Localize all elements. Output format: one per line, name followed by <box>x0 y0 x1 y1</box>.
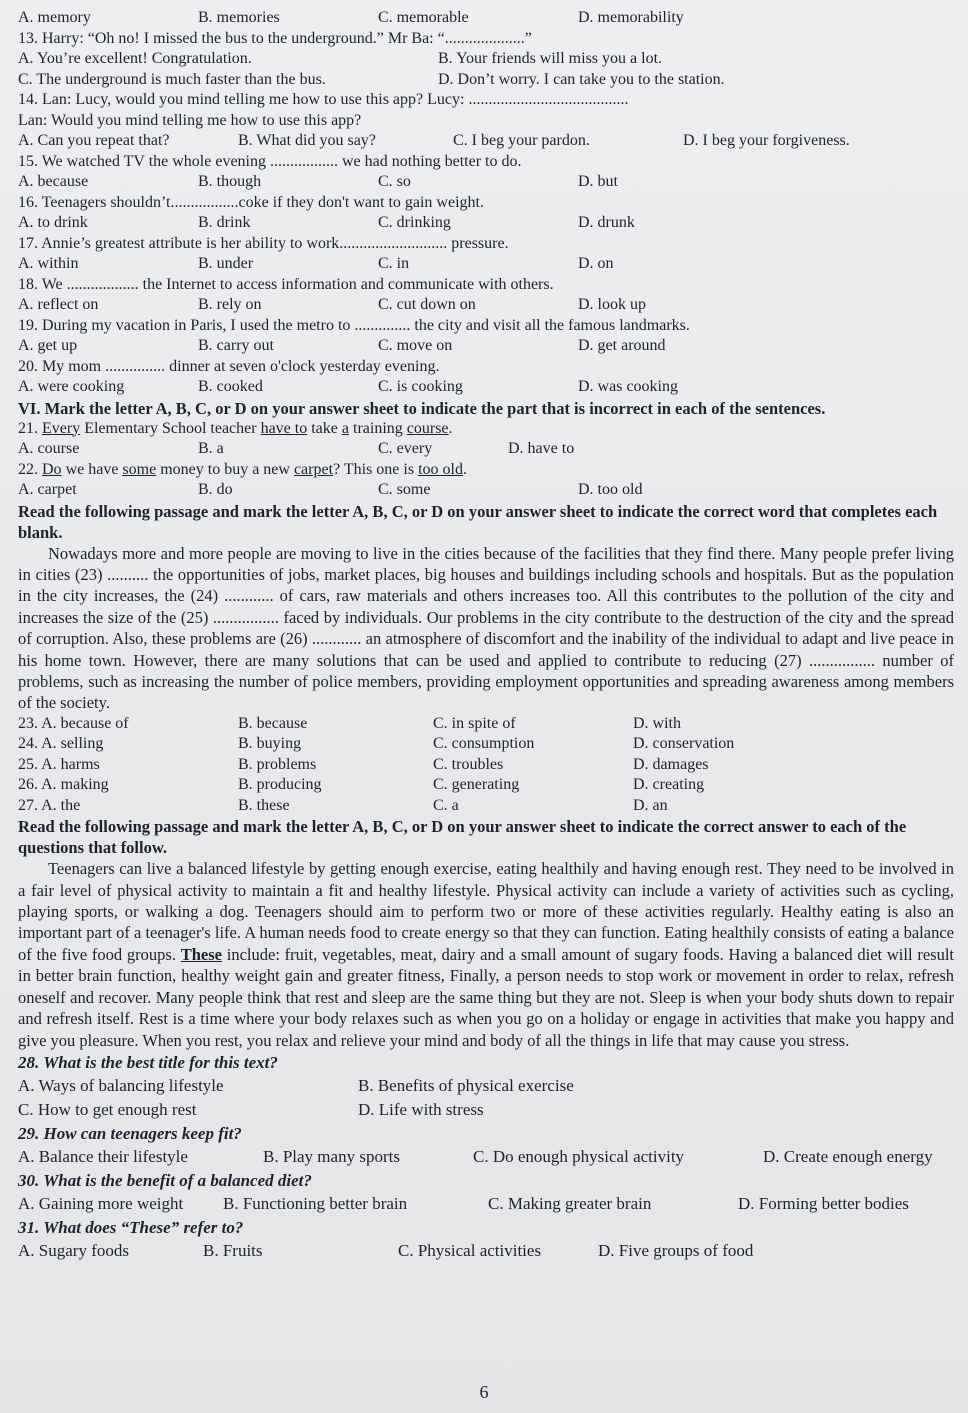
option: D. drunk <box>578 214 635 231</box>
option: B. under <box>198 255 254 272</box>
question-21 <box>18 419 954 440</box>
option: C. so <box>378 173 411 190</box>
option: C. move on <box>378 337 453 354</box>
option: C. in <box>378 255 410 272</box>
option: B. buying <box>238 735 302 753</box>
option: 25. A. harms <box>18 755 100 773</box>
option: 24. A. selling <box>18 735 104 753</box>
option: D. Create enough energy <box>763 1146 933 1166</box>
option: B. Play many sports <box>263 1146 400 1166</box>
option: A. memory <box>18 9 91 26</box>
option: C. some <box>378 481 431 498</box>
option: C. I beg your pardon. <box>453 132 590 149</box>
q31-options <box>18 1239 954 1263</box>
option: C. is cooking <box>378 378 463 395</box>
underlined-part: course <box>406 419 449 437</box>
option: D. I beg your forgiveness. <box>683 132 850 149</box>
q-number: 21. <box>18 419 42 437</box>
question-14: 14. Lan: Lucy, would you mind telling me how to use this app? Lucy: ........................................ <box>18 91 629 108</box>
passage-1-text: Nowadays more and more people are moving to live in the cities because of the facilities that they find there. Many people prefer living in cities (23) .......... the opportunities of jobs, market places, big houses and buildings including schools and hospitals. But as the population in the city increases, the (24) ............ of cars, raw materials and others increases too. All this contributes to the pollution of the city and increases the size of the (25) ................ faced by individuals. Our problems in the city contribute to the destruction of the city and the spread of corruption. Also, these problems are (26) ............ an atmosphere of discomfort and the inability of the individual to adapt and live peace in his home town. However, there are many solutions that can be used and applied to contribute to reducing (27) ................ number of problems, such as increasing the number of police members, providing employment opportunities and spreading awareness among members of the society. <box>18 543 954 713</box>
option: C. in spite of <box>433 714 516 732</box>
underlined-part: carpet <box>293 460 334 478</box>
option: A. Can you repeat that? <box>18 132 170 149</box>
question-16: 16. Teenagers shouldn’t.................coke if they don't want to gain weight. <box>18 193 484 211</box>
option: B. do <box>198 481 233 498</box>
q30-options <box>18 1192 954 1216</box>
page-number: 6 <box>479 1382 489 1402</box>
option: C. drinking <box>378 214 451 231</box>
option: C. consumption <box>433 735 535 753</box>
q13-options-2 <box>18 70 954 91</box>
underlined-part: a <box>341 419 349 437</box>
option: D. damages <box>633 755 709 773</box>
question-30: 30. What is the benefit of a balanced diet? <box>18 1170 312 1190</box>
option: B. Functioning better brain <box>223 1193 408 1213</box>
underlined-part: too old <box>418 460 463 478</box>
option: B. rely on <box>198 296 262 313</box>
q12-options <box>18 8 954 29</box>
option: D. was cooking <box>578 378 678 395</box>
option: D. with <box>633 714 681 732</box>
option: A. reflect on <box>18 296 99 313</box>
question-18: 18. We .................. the Internet to access information and communicate with others. <box>18 275 554 293</box>
option: B. because <box>238 714 308 732</box>
underlined-part: have to <box>260 419 308 437</box>
option: D. Forming better bodies <box>738 1193 909 1213</box>
text-part: take <box>307 419 342 437</box>
option: A. carpet <box>18 481 77 498</box>
option: A. Balance their lifestyle <box>18 1146 188 1166</box>
q28-options-2 <box>18 1098 954 1122</box>
option: C. Making greater brain <box>488 1193 652 1213</box>
section-6-heading: VI. Mark the letter A, B, C, or D on your answer sheet to indicate the part that is incorrect in each of the sentences. <box>18 398 826 418</box>
q20-options <box>18 377 954 398</box>
option: D. get around <box>578 337 666 354</box>
q27-options <box>18 796 954 817</box>
option: C. a <box>433 796 459 814</box>
question-31: 31. What does “These” refer to? <box>18 1217 244 1237</box>
option: A. Gaining more weight <box>18 1193 184 1213</box>
option: B. carry out <box>198 337 274 354</box>
option: C. every <box>378 440 433 457</box>
option: D. look up <box>578 296 646 313</box>
q-number: 22. <box>18 460 42 478</box>
option: A. course <box>18 440 80 457</box>
option: B. Benefits of physical exercise <box>358 1075 574 1095</box>
option: B. a <box>198 440 224 457</box>
text-part: training <box>349 419 407 437</box>
passage-2 <box>18 858 954 1051</box>
option: D. Five groups of food <box>598 1240 754 1260</box>
option: D. memorability <box>578 9 684 26</box>
option: C. Do enough physical activity <box>473 1146 685 1166</box>
option: C. memorable <box>378 9 469 26</box>
text-part: . <box>462 460 467 478</box>
option: C. cut down on <box>378 296 476 313</box>
q22-options <box>18 480 954 501</box>
option: B. problems <box>238 755 317 773</box>
option: 26. A. making <box>18 776 109 794</box>
text-part: we have <box>61 460 123 478</box>
q21-options <box>18 439 954 460</box>
question-14-cont: Lan: Would you mind telling me how to use this app? <box>18 111 362 129</box>
option: D. Don’t worry. I can take you to the station. <box>438 70 725 88</box>
q26-options <box>18 775 954 796</box>
passage-2-text <box>18 858 954 1051</box>
text-part: money to buy a new <box>156 460 294 478</box>
option: B. though <box>198 173 262 190</box>
question-29: 29. How can teenagers keep fit? <box>18 1123 242 1143</box>
option: 23. A. because of <box>18 714 129 732</box>
option: B. memories <box>198 9 280 26</box>
option: C. troubles <box>433 755 504 773</box>
option: D. but <box>578 173 618 190</box>
underlined-part: some <box>122 460 157 478</box>
text-part: Elementary School teacher <box>80 419 261 437</box>
option: B. Fruits <box>203 1240 263 1260</box>
q25-options <box>18 755 954 776</box>
option: C. Physical activities <box>398 1240 542 1260</box>
text-part: ? This one is <box>333 460 419 478</box>
q17-options <box>18 254 954 275</box>
q19-options <box>18 336 954 357</box>
option: B. cooked <box>198 378 263 395</box>
q15-options <box>18 172 954 193</box>
question-17: 17. Annie’s greatest attribute is her ability to work........................... pressure. <box>18 234 509 252</box>
option: D. conservation <box>633 735 735 753</box>
question-28: 28. What is the best title for this text? <box>18 1052 278 1072</box>
underlined-part: Every <box>42 419 81 437</box>
option: A. get up <box>18 337 78 354</box>
q14-options <box>18 131 954 152</box>
option: C. How to get enough rest <box>18 1099 197 1119</box>
underlined-part: Do <box>42 460 62 478</box>
option: A. were cooking <box>18 378 125 395</box>
option: A. within <box>18 255 79 272</box>
option: D. on <box>578 255 614 272</box>
q13-options <box>18 49 954 70</box>
q18-options <box>18 295 954 316</box>
option: D. an <box>633 796 668 814</box>
option: A. Ways of balancing lifestyle <box>18 1075 224 1095</box>
passage-2-heading: Read the following passage and mark the letter A, B, C, or D on your answer sheet to indicate the correct answer to each of the questions that follow. <box>18 817 907 858</box>
q16-options <box>18 213 954 234</box>
option: B. Your friends will miss you a lot. <box>438 50 663 67</box>
option: C. generating <box>433 776 520 794</box>
option: C. The underground is much faster than the bus. <box>18 70 326 88</box>
option: A. to drink <box>18 214 88 231</box>
option: A. Sugary foods <box>18 1240 129 1260</box>
passage-1-heading: Read the following passage and mark the letter A, B, C, or D on your answer sheet to indicate the correct word that completes each blank. <box>18 501 938 542</box>
option: B. these <box>238 796 290 814</box>
option: B. What did you say? <box>238 132 376 149</box>
option: B. drink <box>198 214 251 231</box>
text-part: include: fruit, vegetables, meat, dairy and a small amount of sugary foods. Having a balanced diet will result in better brain function, healthy weight gain and greater fitness, Finally, a person needs to stop work or movement in order to relax, refresh oneself and recover. Many people think that rest and sleep are the same thing but they are not. Sleep is when your body shuts down to repair and refresh itself. Rest is a time where your body relaxes such as when you go on a holiday or engage in activities that make you happy and give you pleasure. When you rest, you relax and relieve your mind and body of all the things in life that may cause you stress. <box>18 944 954 1050</box>
underlined-word: These <box>180 944 222 964</box>
option: A. because <box>18 173 89 190</box>
option: B. producing <box>238 776 322 794</box>
question-13: 13. Harry: “Oh no! I missed the bus to the underground.” Mr Ba: “....................” <box>18 29 532 47</box>
option: A. You’re excellent! Congratulation. <box>18 50 252 67</box>
option: 27. A. the <box>18 796 81 814</box>
q28-options <box>18 1074 954 1098</box>
option: D. creating <box>633 776 705 794</box>
q23-options <box>18 714 954 735</box>
option: D. Life with stress <box>358 1099 484 1119</box>
question-22 <box>18 460 954 481</box>
passage-1 <box>18 543 954 714</box>
question-15: 15. We watched TV the whole evening ................. we had nothing better to do. <box>18 152 522 170</box>
q24-options <box>18 734 954 755</box>
option: D. too old <box>578 481 643 498</box>
text-part: Teenagers can live a balanced lifestyle by getting enough exercise, eating healthily and having enough rest. They need to be involved in a fair level of physical activity to maintain a fit and healthy lifestyle. Physical activity can include a variety of activities such as cycling, playing sports, or walking a dog. Teenagers should aim to perform two or more of these activities regularly. Healthy eating is also an important part of a teenager's life. A human needs food to create energy so that they can function. Eating healthily consists of eating a balance of the five food groups. <box>18 859 954 964</box>
question-19: 19. During my vacation in Paris, I used the metro to .............. the city and visit all the famous landmarks. <box>18 316 690 334</box>
question-20: 20. My mom ............... dinner at seven o'clock yesterday evening. <box>18 357 440 375</box>
text-part: . <box>448 419 453 437</box>
q29-options <box>18 1145 954 1169</box>
option: D. have to <box>508 440 575 457</box>
